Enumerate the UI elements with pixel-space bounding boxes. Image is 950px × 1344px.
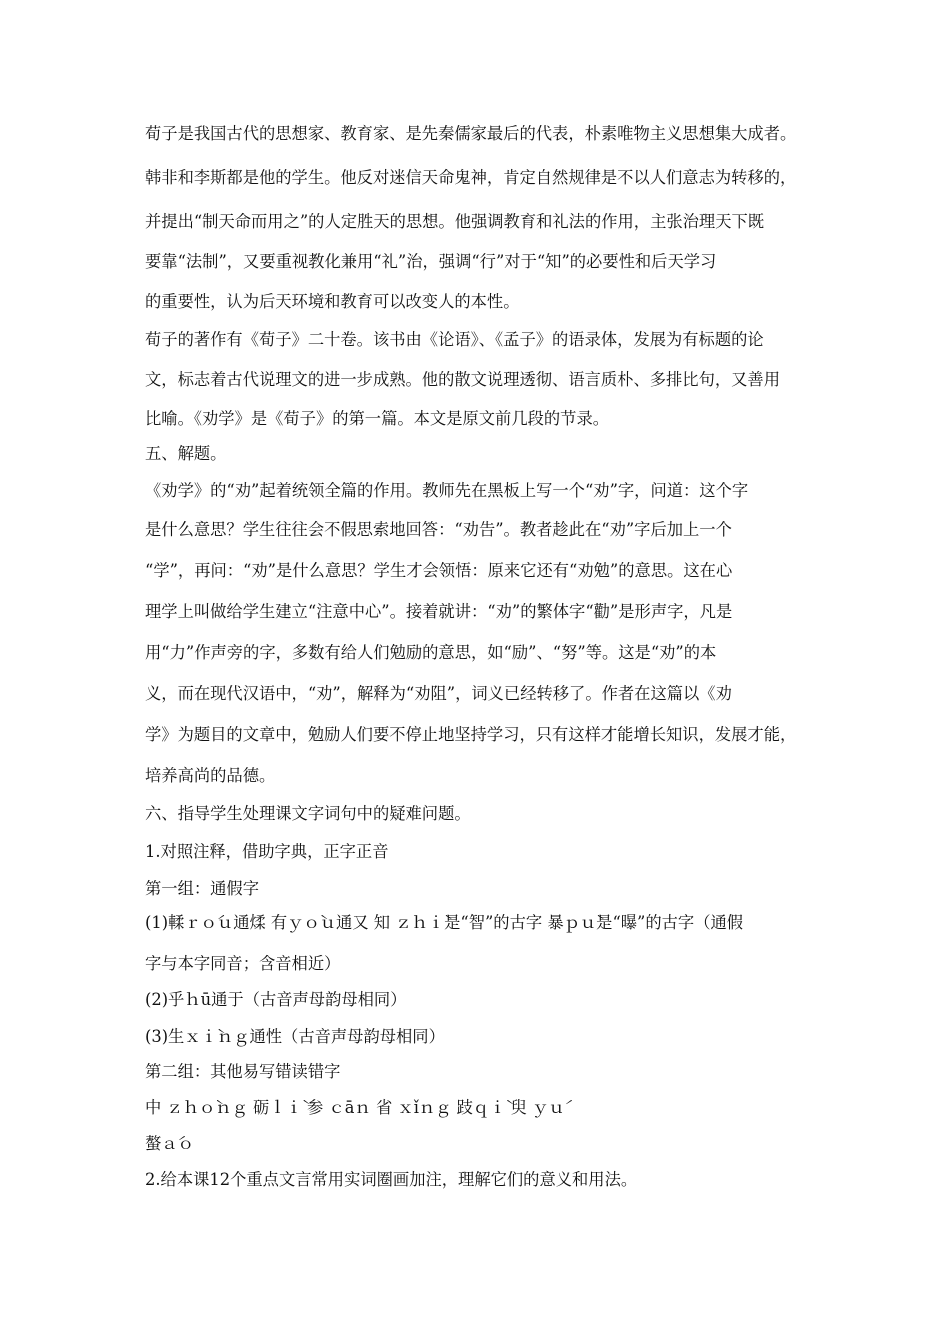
subheading: 第二组：其他易写错读错字 (145, 1062, 341, 1081)
list-item: 2.给本课12个重点文言常用实词圈画加注，理解它们的意义和用法。 (145, 1170, 638, 1189)
text-line: 比喻。《劝学》是《荀子》的第一篇。本文是原文前几段的节录。 (145, 409, 610, 428)
text-line: 荀子的著作有《荀子》二十卷。该书由《论语》、《孟子》的语录体，发展为有标题的论 (145, 330, 764, 349)
text-line: 字与本字同音；含音相近） (145, 954, 341, 973)
text-line: 义，而在现代汉语中，“劝”，解释为“劝阻”，词义已经转移了。作者在这篇以《劝 (145, 684, 732, 703)
subheading: 第一组：通假字 (145, 879, 259, 898)
text-line: 要靠“法制”，又要重视教化兼用“礼”治，强调“行”对于“知”的必要性和后天学习 (145, 252, 717, 271)
text-line: 螯ａ́ｏ (145, 1134, 194, 1153)
text-line: 培养高尚的品德。 (145, 766, 276, 785)
text-line: 并提出“制天命而用之”的人定胜天的思想。他强调教育和礼法的作用，主张治理天下既 (145, 212, 765, 231)
text-line: 理学上叫做给学生建立“注意中心”。接着就讲：“劝”的繁体字“勸”是形声字，凡是 (145, 602, 733, 621)
text-line: 韩非和李斯都是他的学生。他反对迷信天命鬼神，肯定自然规律是不以人们意志为转移的， (145, 168, 797, 187)
text-line: 学》为题目的文章中，勉励人们要不停止地坚持学习，只有这样才能增长知识，发展才能， (145, 725, 797, 744)
text-line: 的重要性，认为后天环境和教育可以改变人的本性。 (145, 292, 520, 311)
section-heading: 六、指导学生处理课文字词句中的疑难问题。 (145, 804, 471, 823)
text-line: 《劝学》的“劝”起着统领全篇的作用。教师先在黑板上写一个“劝”字，问道：这个字 (145, 481, 749, 500)
text-line: (1)輮ｒｏ́ｕ通煣 有ｙｏ̀ｕ通又 知 ｚｈｉ̀是“智”的古字 暴ｐｕ̀是“曝”的古字（通假 (145, 913, 744, 932)
list-item: 1.对照注释，借助字典，正字正音 (145, 842, 389, 861)
text-line: 是什么意思？学生往往会不假思索地回答：“劝告”。教者趁此在“劝”字后加上一个 (145, 520, 732, 539)
text-line: 中 ｚｈｏ̀ｎｇ 砺ｌｉ̀ 参 ｃāｎ 省 ｘǐｎｇ 跂ｑｉ̀ 臾 ｙｕ́ (145, 1098, 565, 1117)
text-line: (2)乎ｈū通于（古音声母韵母相同） (145, 990, 407, 1009)
text-line: (3)生ｘｉ̀ｎｇ通性（古音声母韵母相同） (145, 1027, 445, 1046)
text-line: 用“力”作声旁的字，多数有给人们勉励的意思，如“励”、“努”等。这是“劝”的本 (145, 643, 717, 662)
text-line: 文，标志着古代说理文的进一步成熟。他的散文说理透彻、语言质朴、多排比句，又善用 (145, 370, 780, 389)
text-line: “学”，再问：“劝”是什么意思？学生才会领悟：原来它还有“劝勉”的意思。这在心 (145, 561, 733, 580)
text-line: 荀子是我国古代的思想家、教育家、是先秦儒家最后的代表，朴素唯物主义思想集大成者。 (145, 124, 797, 143)
section-heading: 五、解题。 (145, 444, 227, 463)
